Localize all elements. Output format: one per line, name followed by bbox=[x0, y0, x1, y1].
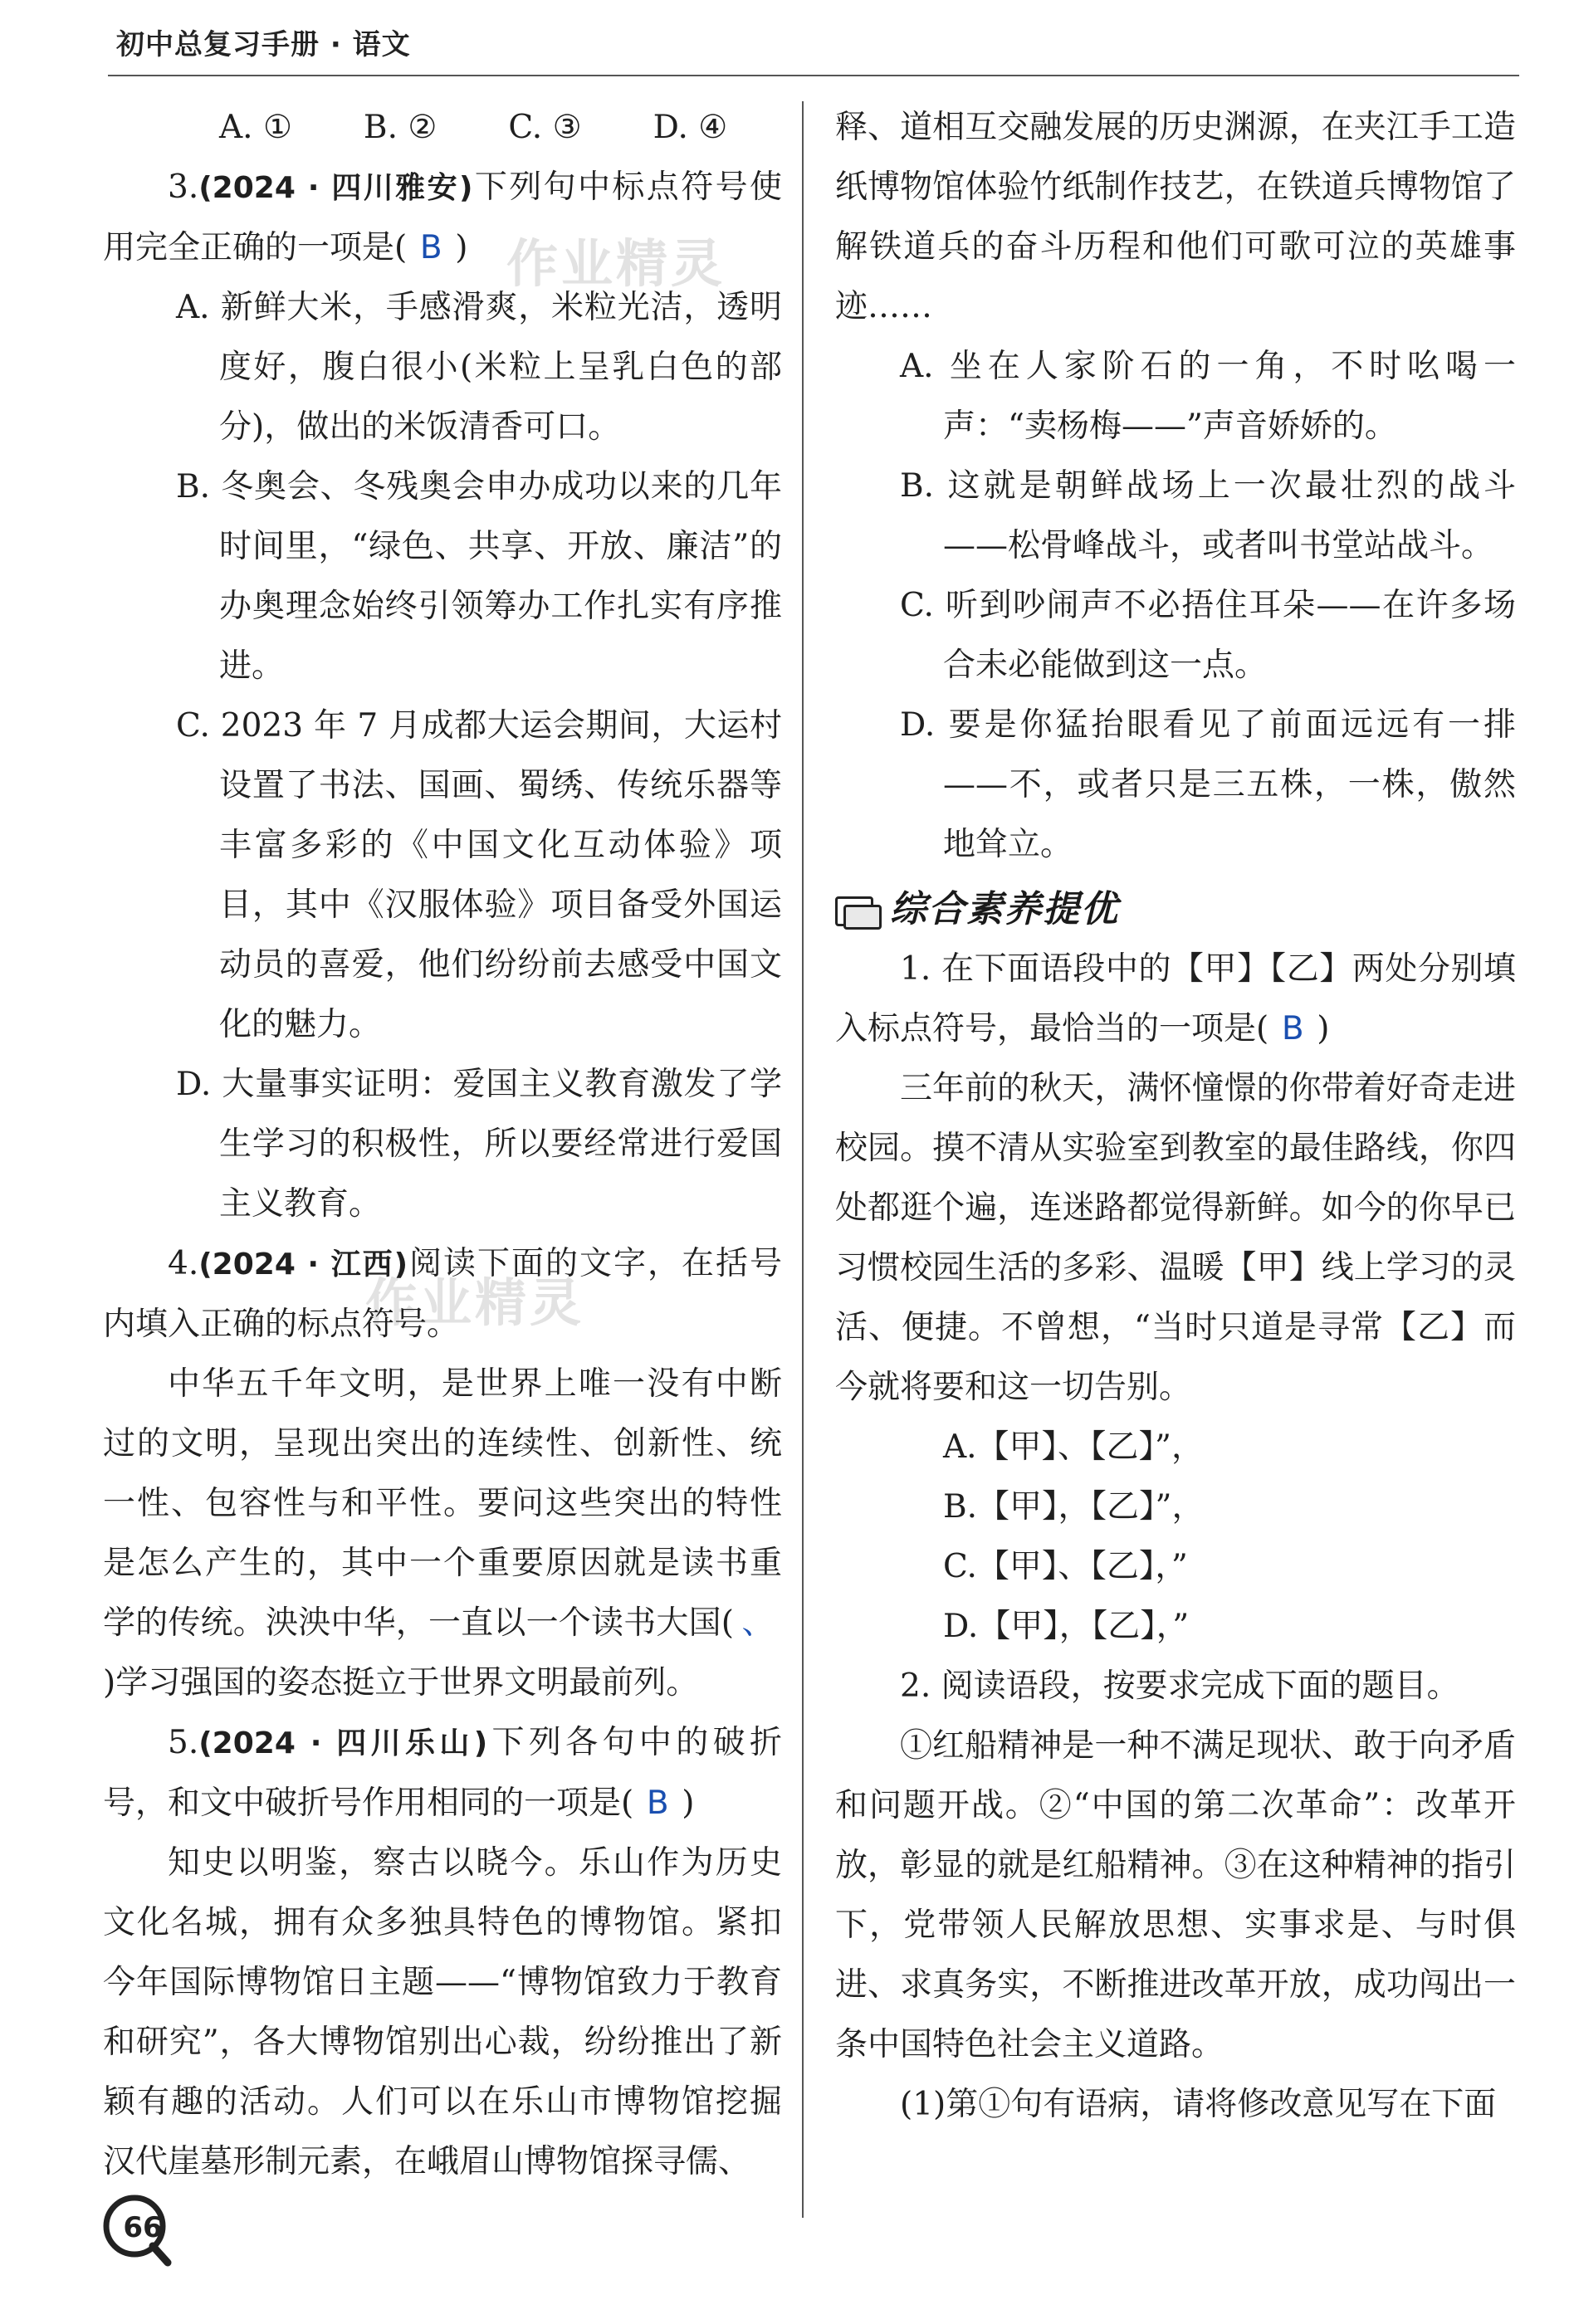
q2-options bbox=[103, 98, 782, 158]
q5-number: 5. bbox=[168, 1724, 199, 1761]
section-title: 综合素养提优 bbox=[890, 888, 1119, 930]
q4-source: (2024 · 江西) bbox=[198, 1247, 408, 1282]
s1-option-b: B.【甲】，【乙】”， bbox=[943, 1488, 1205, 1526]
s2-passage: ①红船精神是一种不满足现状、敢于向矛盾和问题开战。②“中国的第二次革命”：改革开放，彰显的就是红船精神。③在这种精神的指引下，党带领人民解放思想、实事求是、与时俱进、求真务实，不断推进改革开放，成功闯出一条中国特色社会主义道路。 bbox=[835, 1727, 1516, 2063]
left-column bbox=[103, 98, 782, 2192]
s1-option-c: C.【甲】、【乙】，” bbox=[943, 1548, 1188, 1585]
q3-option-a: A. 新鲜大米，手感滑爽，米粒光洁，透明度好，腹白很小(米粒上呈乳白色的部分)，做出的米饭清香可口。 bbox=[176, 289, 782, 446]
right-column bbox=[835, 98, 1516, 2135]
s1-stem: 1. 在下面语段中的【甲】【乙】两处分别填入标点符号，最恰当的一项是( B ) bbox=[835, 940, 1516, 1059]
q4-number: 4. bbox=[168, 1245, 199, 1282]
s1-option-d: D.【甲】，【乙】，” bbox=[943, 1608, 1190, 1645]
watermark: 作业精灵 bbox=[365, 1272, 585, 1333]
section-book-icon bbox=[835, 893, 880, 926]
q5-stem: 5.(2024 · 四川乐山)下列各句中的破折号，和文中破折号作用相同的一项是( B ) bbox=[103, 1713, 782, 1833]
watermark: 作业精灵 bbox=[506, 233, 726, 294]
q5-option-c: C. 听到吵闹声不必捂住耳朵——在许多场合未必能做到这一点。 bbox=[900, 587, 1516, 684]
q5-passage-continued: 释、道相互交融发展的历史渊源，在夹江手工造纸博物馆体验竹纸制作技艺，在铁道兵博物馆了解铁道兵的奋斗历程和他们可歌可泣的英雄事迹…… bbox=[835, 109, 1516, 325]
q5-option-d: D. 要是你猛抬眼看见了前面远远有一排——不，或者只是三五株，一株，傲然地耸立。 bbox=[900, 706, 1516, 863]
q3-number: 3. bbox=[168, 168, 199, 206]
q3-stem: 3.(2024 · 四川雅安)下列句中标点符号使用完全正确的一项是( B ) bbox=[103, 158, 782, 278]
q2-option-b: B. ② bbox=[363, 109, 437, 146]
header-title: 初中总复习手册 · 语文 bbox=[116, 28, 411, 61]
s2-stem: 2. 阅读语段，按要求完成下面的题目。 bbox=[900, 1667, 1459, 1705]
q5-option-b: B. 这就是朝鲜战场上一次最壮烈的战斗——松骨峰战斗，或者叫书堂站战斗。 bbox=[900, 467, 1516, 564]
q3-option-d: D. 大量事实证明：爱国主义教育激发了学生学习的积极性，所以要经常进行爱国主义教育。 bbox=[176, 1066, 782, 1223]
q5-passage: 知史以明鉴，察古以晓今。乐山作为历史文化名城，拥有众多独具特色的博物馆。紧扣今年国际博物馆日主题——“博物馆致力于教育和研究”，各大博物馆别出心裁，纷纷推出了新颖有趣的活动。人们可以在乐山市博物馆挖掘汉代崖墓形制元素，在峨眉山博物馆探寻儒、 bbox=[103, 1844, 782, 2180]
q2-option-c: C. ③ bbox=[508, 109, 582, 146]
q5-source: (2024 · 四川乐山) bbox=[198, 1726, 488, 1760]
q3-answer: B bbox=[419, 229, 442, 266]
s1-passage: 三年前的秋天，满怀憧憬的你带着好奇走进校园。摸不清从实验室到教室的最佳路线，你四处都逛个遍，连迷路都觉得新鲜。如今的你早已习惯校园生活的多彩、温暖【甲】线上学习的灵活、便捷。不曾想，“当时只道是寻常【乙】而今就将要和这一切告别。 bbox=[835, 1070, 1516, 1406]
q5-answer: B bbox=[646, 1784, 669, 1822]
section-header bbox=[835, 880, 1516, 940]
q2-option-d: D. ④ bbox=[653, 109, 728, 146]
s1-answer: B bbox=[1281, 1010, 1304, 1047]
s1-option-a: A.【甲】、【乙】”， bbox=[943, 1428, 1204, 1466]
q4-passage: 中华五千年文明，是世界上唯一没有中断过的文明，呈现出突出的连续性、创新性、统一性、包容性与和平性。要问这些突出的特性是怎么产生的，其中一个重要原因就是读书重学的传统。泱泱中华，一直以一个读书大国( 、)学习强国的姿态挺立于世界文明最前列。 bbox=[103, 1365, 782, 1702]
q2-option-a: A. ① bbox=[219, 109, 292, 146]
s2-sub1: (1)第①句有语病，请将修改意见写在下面 bbox=[900, 2086, 1497, 2123]
column-divider bbox=[802, 101, 804, 2218]
q3-option-b: B. 冬奥会、冬残奥会申办成功以来的几年时间里，“绿色、共享、开放、廉洁”的办奥理念始终引领筹办工作扎实有序推进。 bbox=[176, 468, 782, 685]
q3-option-c: C. 2023 年 7 月成都大运会期间，大运村设置了书法、国画、蜀绣、传统乐器等丰富多彩的《中国文化互动体验》项目，其中《汉服体验》项目备受外国运动员的喜爱，他们纷纷前去感受中国文化的魅力。 bbox=[176, 707, 782, 1043]
q4-stem: 4.(2024 · 江西)阅读下面的文字，在括号内填入正确的标点符号。 bbox=[103, 1245, 782, 1343]
q4-answer: 、 bbox=[741, 1604, 775, 1642]
page-number: 66 bbox=[123, 2211, 163, 2244]
q3-source: (2024 · 四川雅安) bbox=[198, 171, 473, 205]
q5-option-a: A. 坐在人家阶石的一角，不时吆喝一声：“卖杨梅——”声音娇娇的。 bbox=[900, 348, 1516, 445]
header-rule bbox=[108, 75, 1519, 76]
